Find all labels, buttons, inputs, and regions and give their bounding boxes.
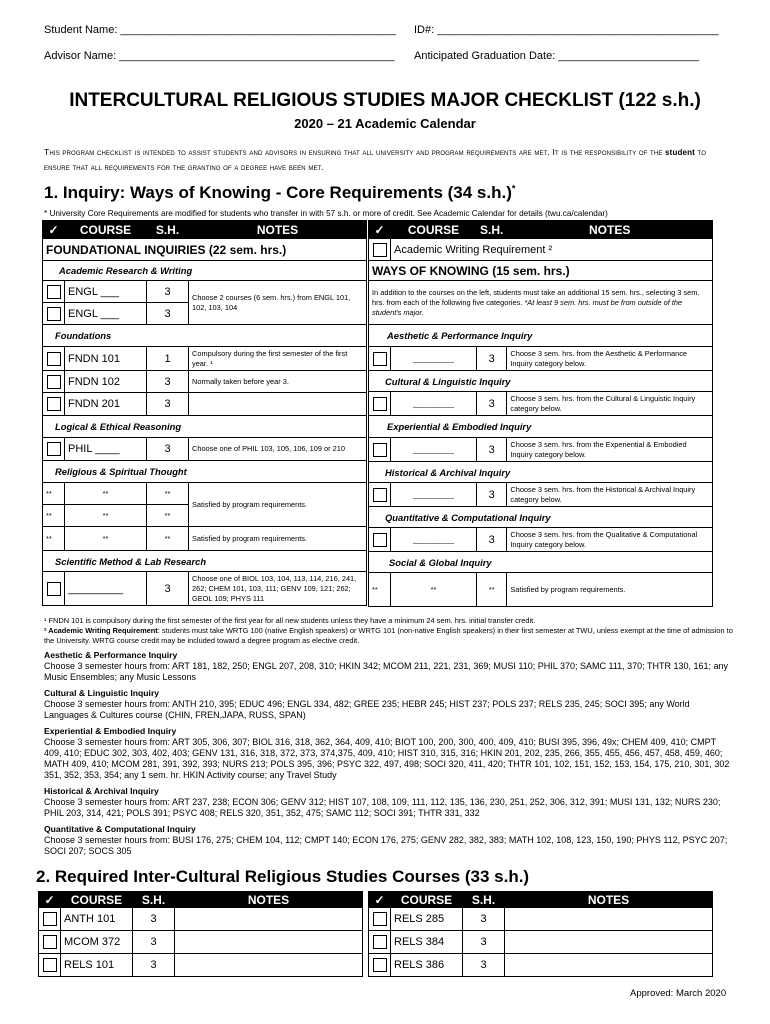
experiential-heading: Experiential & Embodied Inquiry — [369, 416, 713, 438]
quantitative-course[interactable]: __________ — [391, 528, 477, 552]
s2-notes-header: NOTES — [175, 892, 363, 908]
aesthetic-note: Choose 3 sem. hrs. from the Aesthetic & Performance Inquiry category below. — [507, 347, 713, 371]
rels101-checkbox[interactable] — [43, 958, 57, 972]
historical-course[interactable]: __________ — [391, 483, 477, 507]
cultural-sh: 3 — [477, 392, 507, 416]
science-checkbox[interactable] — [47, 582, 61, 596]
approved-date: Approved: March 2020 — [630, 988, 727, 999]
experiential-note: Choose 3 sem. hrs. from the Experiential & Embodied Inquiry category below. — [507, 438, 713, 462]
fndn101-checkbox[interactable] — [47, 352, 61, 366]
required-sh: 3 — [463, 908, 505, 931]
s2-sh-header-right: S.H. — [463, 892, 505, 908]
check-header: ✓ — [43, 221, 65, 239]
fndn102-course: FNDN 102 — [65, 371, 147, 393]
foundational-table — [42, 220, 367, 606]
required-course: RELS 101 — [61, 954, 133, 977]
required-course: RELS 384 — [391, 931, 463, 954]
religious-star-course-3: ** — [65, 527, 147, 551]
section2-heading: 2. Required Inter-Cultural Religious Studies Courses (33 s.h.) — [36, 867, 530, 886]
wok-note: In addition to the courses on the left, students must take an additional 15 sem. hrs., selecting 3 sem. hrs. from each of the following five categories. *At least 9 sem. hrs. must be from outside of the student's major. — [369, 281, 713, 325]
quantitative-note: Choose 3 sem. hrs. from the Qualitative & Computational Inquiry category below. — [507, 528, 713, 552]
sh-header: S.H. — [147, 221, 189, 239]
category-quantitative: Quantitative & Computational Inquiry Choose 3 semester hours from: BUSI 176, 275; CHEM 104, 112; CMPT 140; ECON 176, 275; GENV 282, 382, 383; MATH 102, 108, 123, 150, 190; PHYS 112, PSYC 207; SOCI 207; SOCS 305 — [44, 824, 728, 856]
science-course[interactable]: _________ — [65, 572, 147, 606]
religious-note-2: Satisfied by program requirements. — [189, 527, 367, 551]
engl1-checkbox[interactable] — [47, 285, 61, 299]
engl1-course[interactable]: ENGL ___ — [65, 281, 147, 303]
cultural-checkbox[interactable] — [373, 397, 387, 411]
s2-check-header: ✓ — [39, 892, 61, 908]
required-sh: 3 — [133, 954, 175, 977]
id-field[interactable]: ID#: ______________________________________________ — [414, 24, 719, 36]
ways-of-knowing-table — [368, 220, 713, 607]
fndn201-course: FNDN 201 — [65, 393, 147, 416]
social-star-course: ** — [391, 573, 477, 607]
required-notes[interactable] — [505, 908, 713, 931]
aesthetic-course[interactable]: __________ — [391, 347, 477, 371]
engl1-sh: 3 — [147, 281, 189, 303]
required-course: ANTH 101 — [61, 908, 133, 931]
category-experiential: Experiential & Embodied Inquiry Choose 3 semester hours from: ART 305, 306, 307; BIOL 316, 318, 362, 364, 409, 410; BIOT 100, 200, 300, 400, 409, 410; BUSI 395, 396, 49x; CHEM 409, 410; CMPT 409, 410; EDUC 302, 303, 402, 403; GENV 131, 316, 318, 372, 373, 374,375, 409, 410; HIST 310, 315, 316; HKIN 201, 202, 235, 266, 355, 455, 456, 457, 458, 459, 460; MATH 409, 410; MCOM 281, 391, 392, 393; NURS 213; POLS 395, 396; PSYC 322, 497, 498; SOCI 320, 411, 420; THTR 101, 102, 151, 152, 153, 154, 175, 210, 301, 302 351, 352, 353, 354; any 1 sem. hr. HKIN Activity course; any Travel Study — [44, 726, 730, 780]
category-historical: Historical & Archival Inquiry Choose 3 semester hours from: ART 237, 238; ECON 306; GENV 312; HIST 107, 108, 109, 111, 112, 135, 136, 230, 251, 252, 306, 312, 391; MUSI 131, 132; NURS 230; PHIL 203, 314, 421; POLS 391; PSYC 408; RELS 320, 351, 352, 475; SAMC 112; SOCI 391; THTR 331, 332 — [44, 786, 721, 818]
graduation-date-field[interactable]: Anticipated Graduation Date: _______________________ — [414, 50, 700, 62]
religious-heading: Religious & Spiritual Thought — [43, 461, 367, 483]
science-sh: 3 — [147, 572, 189, 606]
engl-note: Choose 2 courses (6 sem. hrs.) from ENGL 101, 102, 103, 104 — [189, 281, 367, 325]
experiential-sh: 3 — [477, 438, 507, 462]
footnote-1: ¹ FNDN 101 is compulsory during the first semester of the first year for all new students unless they have a minimum 24 sem. hrs. initial transfer credit. — [44, 616, 536, 625]
fndn101-note: Compulsory during the first semester of the first year. ¹ — [189, 347, 367, 371]
required-course: MCOM 372 — [61, 931, 133, 954]
required-course: RELS 285 — [391, 908, 463, 931]
required-course: RELS 386 — [391, 954, 463, 977]
religious-star-sh-2: ** — [147, 505, 189, 527]
intro-text: This program checklist is intended to assist students and advisors in ensuring that all university and program requirements are met. It is the responsibility of the student to ensure that all requirements for the granting of a degree have been met. — [44, 147, 707, 172]
wok-heading: WAYS OF KNOWING (15 sem. hrs.) — [369, 261, 713, 281]
required-sh: 3 — [463, 931, 505, 954]
required-sh: 3 — [463, 954, 505, 977]
social-star: ** — [369, 573, 391, 607]
s2-notes-header-right: NOTES — [505, 892, 713, 908]
anth101-checkbox[interactable] — [43, 912, 57, 926]
category-aesthetic: Aesthetic & Performance Inquiry Choose 3 semester hours from: ART 181, 182, 250; ENGL 207, 208, 310; HKIN 342; MCOM 211, 221, 231, 369; MUSI 110; PHIL 370; SAMC 111, 370; THTR 130, 161; any Music Ensembles; any Music Lessons — [44, 650, 729, 682]
aesthetic-sh: 3 — [477, 347, 507, 371]
fndn102-sh: 3 — [147, 371, 189, 393]
fndn101-sh: 1 — [147, 347, 189, 371]
required-courses-left — [38, 891, 363, 977]
cultural-course[interactable]: __________ — [391, 392, 477, 416]
awr-label: Academic Writing Requirement ² — [391, 239, 713, 261]
required-notes[interactable] — [505, 931, 713, 954]
historical-sh: 3 — [477, 483, 507, 507]
awr-checkbox[interactable] — [373, 243, 387, 257]
notes-header: NOTES — [189, 221, 367, 239]
page-subtitle: 2020 – 21 Academic Calendar — [294, 116, 476, 131]
religious-star-3: ** — [43, 527, 65, 551]
quantitative-heading: Quantitative & Computational Inquiry — [369, 507, 713, 528]
page-title: INTERCULTURAL RELIGIOUS STUDIES MAJOR CHECKLIST (122 s.h.) — [69, 90, 701, 111]
religious-star-2: ** — [43, 505, 65, 527]
required-sh: 3 — [133, 931, 175, 954]
religious-note: Satisfied by program requirements. — [189, 483, 367, 527]
social-note: Satisfied by program requirements. — [507, 573, 713, 607]
social-star-sh: ** — [477, 573, 507, 607]
course-header: COURSE — [65, 221, 147, 239]
cultural-heading: Cultural & Linguistic Inquiry — [369, 371, 713, 392]
historical-heading: Historical & Archival Inquiry — [369, 462, 713, 483]
aesthetic-checkbox[interactable] — [373, 352, 387, 366]
footnote-2: ² Academic Writing Requirement: students must take WRTG 100 (native English speakers) or WRTG 101 (non-native English speakers) in their first semester at TWU, unless exempt at the time of admission to the University. WRTG course credit may be included toward a degree program as elective credit. — [44, 626, 733, 645]
s2-sh-header: S.H. — [133, 892, 175, 908]
engl2-course[interactable]: ENGL ___ — [65, 303, 147, 325]
religious-star-course-1: ** — [65, 483, 147, 505]
fndn201-checkbox[interactable] — [47, 397, 61, 411]
engl2-checkbox[interactable] — [47, 307, 61, 321]
religious-star-1: ** — [43, 483, 65, 505]
check-header-right: ✓ — [369, 221, 391, 239]
course-header-right: COURSE — [391, 221, 477, 239]
required-notes[interactable] — [505, 954, 713, 977]
sh-header-right: S.H. — [477, 221, 507, 239]
religious-star-sh-1: ** — [147, 483, 189, 505]
required-notes[interactable] — [175, 931, 363, 954]
academic-research-heading: Academic Research & Writing — [43, 261, 367, 281]
scientific-heading: Scientific Method & Lab Research — [43, 551, 367, 572]
required-notes[interactable] — [175, 954, 363, 977]
historical-note: Choose 3 sem. hrs. from the Historical & Archival Inquiry category below. — [507, 483, 713, 507]
quantitative-checkbox[interactable] — [373, 533, 387, 547]
s2-check-header-right: ✓ — [369, 892, 391, 908]
advisor-name-field[interactable]: Advisor Name: _____________________________________________ — [44, 50, 395, 62]
category-cultural: Cultural & Linguistic Inquiry Choose 3 semester hours from: ANTH 210, 395; EDUC 496; ENGL 334, 482; GREE 235; HEBR 245; HIST 237; POLS 237; RELS 235, 245; SOCI 395; any World Languages & Cultures course (CHIN, FREN,JAPA, RUSS, SPAN) — [44, 688, 690, 720]
historical-checkbox[interactable] — [373, 488, 387, 502]
aesthetic-heading: Aesthetic & Performance Inquiry — [369, 325, 713, 347]
section1-heading: 1. Inquiry: Ways of Knowing - Core Requirements (34 s.h.)* — [44, 183, 516, 202]
s2-course-header: COURSE — [61, 892, 133, 908]
religious-star-course-2: ** — [65, 505, 147, 527]
rels285-checkbox[interactable] — [373, 912, 387, 926]
rels386-checkbox[interactable] — [373, 958, 387, 972]
fndn201-sh: 3 — [147, 393, 189, 416]
s2-course-header-right: COURSE — [391, 892, 463, 908]
required-notes[interactable] — [175, 908, 363, 931]
foundational-heading: FOUNDATIONAL INQUIRIES (22 sem. hrs.) — [43, 239, 367, 261]
required-sh: 3 — [133, 908, 175, 931]
experiential-checkbox[interactable] — [373, 443, 387, 457]
rels384-checkbox[interactable] — [373, 935, 387, 949]
logical-heading: Logical & Ethical Reasoning — [43, 416, 367, 438]
section1-note: * University Core Requirements are modified for students who transfer in with 57 s.h. or more of credit. See Academic Calendar for details (twu.ca/calendar) — [44, 209, 608, 218]
phil-checkbox[interactable] — [47, 442, 61, 456]
cultural-note: Choose 3 sem. hrs. from the Cultural & Linguistic Inquiry category below. — [507, 392, 713, 416]
fndn102-note: Normally taken before year 3. — [189, 371, 367, 393]
foundations-heading: Foundations — [43, 325, 367, 347]
social-heading: Social & Global Inquiry — [369, 552, 713, 573]
fndn102-checkbox[interactable] — [47, 375, 61, 389]
fndn101-course: FNDN 101 — [65, 347, 147, 371]
phil-note: Choose one of PHIL 103, 105, 106, 109 or 210 — [189, 438, 367, 461]
phil-course[interactable]: PHIL ____ — [65, 438, 147, 461]
religious-star-sh-3: ** — [147, 527, 189, 551]
student-name-field[interactable]: Student Name: _____________________________________________ — [44, 24, 396, 36]
notes-header-right: NOTES — [507, 221, 713, 239]
science-note: Choose one of BIOL 103, 104, 113, 114, 216, 241, 262; CHEM 101, 103, 111; GENV 109, 121; 262; GEOL 109; PHYS 111 — [189, 572, 367, 606]
required-courses-right — [368, 891, 713, 977]
engl2-sh: 3 — [147, 303, 189, 325]
mcom372-checkbox[interactable] — [43, 935, 57, 949]
quantitative-sh: 3 — [477, 528, 507, 552]
phil-sh: 3 — [147, 438, 189, 461]
experiential-course[interactable]: __________ — [391, 438, 477, 462]
